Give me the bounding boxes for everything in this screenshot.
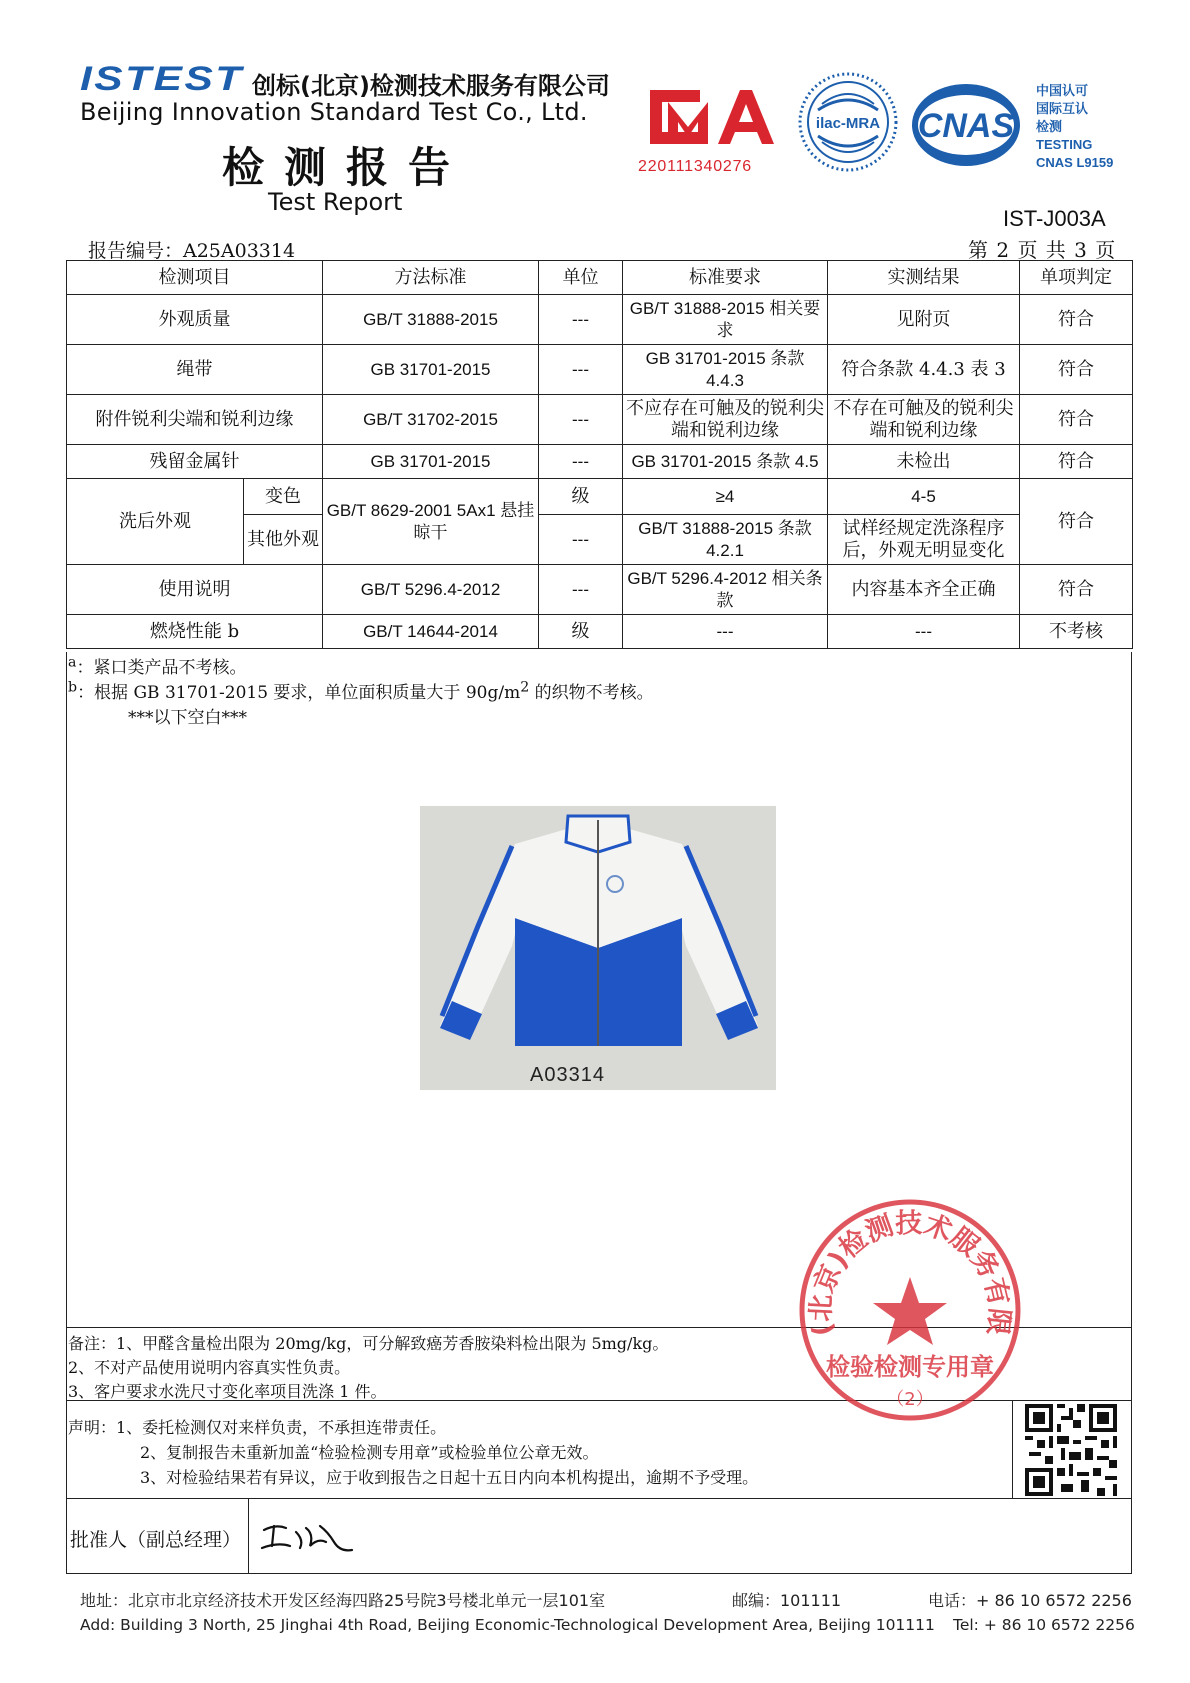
cnas-info-line: CNAS L9159 [1036,155,1114,170]
table-row [67,395,1133,445]
test-results-table [66,260,1133,649]
item-cell: 残留金属针 [67,445,323,479]
header-cell: 单位 [539,261,623,295]
requirement-cell: GB 31701-2015 条款 4.4.3 [623,345,828,395]
requirement-cell: GB/T 5296.4-2012 相关条款 [623,565,828,615]
statement-line: 声明：1、委托检测仅对来样负责，不承担连带责任。 [68,1418,447,1437]
company-name-cn: 创标(北京)检测技术服务有限公司 [252,72,610,100]
footnote-text: ：根据 GB 31701-2015 要求，单位面积质量大于 90g/m [77,683,521,703]
item-cell: 外观质量 [67,295,323,345]
cnas-info-line: 检测 [1036,119,1063,134]
table-row-wash-color [67,479,1133,515]
item-cell: 使用说明 [67,565,323,615]
method-cell: GB/T 8629-2001 5Ax1 悬挂晾干 [323,479,539,565]
statement-line: 2、复制报告未重新加盖“检验检测专用章”或检验单位公章无效。 [140,1443,599,1462]
requirement-cell: GB/T 31888-2015 条款 4.2.1 [623,515,828,565]
requirement-cell: GB/T 31888-2015 相关要求 [623,295,828,345]
approval-divider [66,1498,1132,1499]
subitem-cell: 其他外观 [244,515,323,565]
method-cell: GB/T 31888-2015 [323,295,539,345]
unit-cell: 级 [539,615,623,649]
inspection-seal [795,1195,1025,1425]
report-number: 报告编号：A25A03314 [88,240,296,262]
cnas-info-line: 国际互认 [1036,101,1089,116]
item-cell: 绳带 [67,345,323,395]
form-code: IST-J003A [1003,206,1106,231]
blank-marker: ***以下空白*** [128,708,247,728]
ilac-text: ilac-MRA [815,115,881,132]
page-indicator: 第 2 页 共 3 页 [968,238,1117,262]
unit-cell: --- [539,345,623,395]
result-cell: 4-5 [828,479,1020,515]
unit-cell: --- [539,295,623,345]
ilac-mra-logo [796,70,900,174]
cnas-info-line: TESTING [1036,137,1093,152]
address-cn: 地址：北京市北京经济技术开发区经海四路25号院3号楼北单元一层101室 [80,1591,606,1610]
verdict-cell: 符合 [1020,445,1133,479]
method-cell: GB 31701-2015 [323,445,539,479]
result-cell: 内容基本齐全正确 [828,565,1020,615]
remark-line: 2、不对产品使用说明内容真实性负责。 [68,1358,351,1377]
cma-logo [638,82,780,175]
verdict-cell: 符合 [1020,295,1133,345]
header-cell: 单项判定 [1020,261,1133,295]
requirement-cell: GB 31701-2015 条款 4.5 [623,445,828,479]
seal-inner-text: 检验检测专用章 [826,1353,994,1381]
qr-code [1025,1404,1117,1496]
item-cell: 附件锐利尖端和锐利边缘 [67,395,323,445]
footnote-b [68,678,654,703]
remark-line: 3、客户要求水洗尺寸变化率项目洗涤 1 件。 [68,1382,387,1401]
table-row [67,295,1133,345]
cnas-logo [908,80,1024,170]
result-cell: 见附页 [828,295,1020,345]
signature [256,1512,376,1562]
method-cell: GB 31701-2015 [323,345,539,395]
table-row [67,445,1133,479]
requirement-cell: ≥4 [623,479,828,515]
brand-logo-text: ISTEST [80,60,244,98]
unit-cell: --- [539,515,623,565]
verdict-cell: 不考核 [1020,615,1133,649]
table-row [67,615,1133,649]
result-cell: 试样经规定洗涤程序后，外观无明显变化 [828,515,1020,565]
footnote-mark: b [68,679,78,696]
requirement-cell: 不应存在可触及的锐利尖端和锐利边缘 [623,395,828,445]
table-row [67,565,1133,615]
report-title-cn: 检测报告 [222,143,471,192]
seal-ring-text: (北京)检测技术服务有限 [805,1208,1015,1339]
unit-cell: --- [539,395,623,445]
cma-number: 220111340276 [638,158,753,175]
verdict-cell: 符合 [1020,565,1133,615]
phone-en: Tel: + 86 10 6572 2256 [953,1616,1135,1634]
item-cell: 燃烧性能 b [67,615,323,649]
header-cell: 方法标准 [323,261,539,295]
result-cell: 符合条款 4.4.3 表 3 [828,345,1020,395]
verdict-cell: 符合 [1020,395,1133,445]
requirement-cell: --- [623,615,828,649]
footnote-text: ：紧口类产品不考核。 [76,658,247,678]
method-cell: GB/T 5296.4-2012 [323,565,539,615]
seal-number: （2） [886,1389,934,1410]
footnote-superscript: 2 [520,679,530,696]
footnote-a [68,653,246,678]
sample-label: A03314 [530,1064,605,1086]
result-cell: 未检出 [828,445,1020,479]
table-header-row [67,261,1133,295]
item-cell: 洗后外观 [67,479,244,565]
address-en: Add: Building 3 North, 25 Jinghai 4th Road, Beijing Economic-Technological Development Area, Beijing 101111 [80,1616,935,1634]
header-cell: 标准要求 [623,261,828,295]
product-photo [420,806,776,1090]
cnas-info [1036,82,1113,172]
result-cell: --- [828,615,1020,649]
header-cell: 实测结果 [828,261,1020,295]
header-cell: 检测项目 [67,261,323,295]
verdict-cell: 符合 [1020,345,1133,395]
approver-label: 批准人（副总经理） [70,1529,242,1551]
table-row [67,345,1133,395]
statement-line: 3、对检验结果若有异议，应于收到报告之日起十五日内向本机构提出，逾期不予受理。 [140,1468,759,1487]
cnas-text: CNAS [917,107,1015,145]
subitem-cell: 变色 [244,479,323,515]
postcode-cn: 邮编：101111 [732,1591,842,1610]
method-cell: GB/T 14644-2014 [323,615,539,649]
result-cell: 不存在可触及的锐利尖端和锐利边缘 [828,395,1020,445]
method-cell: GB/T 31702-2015 [323,395,539,445]
remark-line: 备注：1、甲醛含量检出限为 20mg/kg，可分解致癌芳香胺染料检出限为 5mg/kg。 [68,1334,669,1353]
verdict-cell: 符合 [1020,479,1133,565]
company-name-en: Beijing Innovation Standard Test Co., Ltd. [80,98,588,126]
phone-cn: 电话：+ 86 10 6572 2256 [928,1591,1132,1610]
report-title-en: Test Report [268,188,403,216]
footnote-mark: a [68,654,77,671]
cnas-info-line: 中国认可 [1036,83,1089,98]
unit-cell: 级 [539,479,623,515]
footnote-tail: 的织物不考核。 [529,683,654,703]
approval-divider-vertical [248,1498,249,1574]
unit-cell: --- [539,445,623,479]
unit-cell: --- [539,565,623,615]
